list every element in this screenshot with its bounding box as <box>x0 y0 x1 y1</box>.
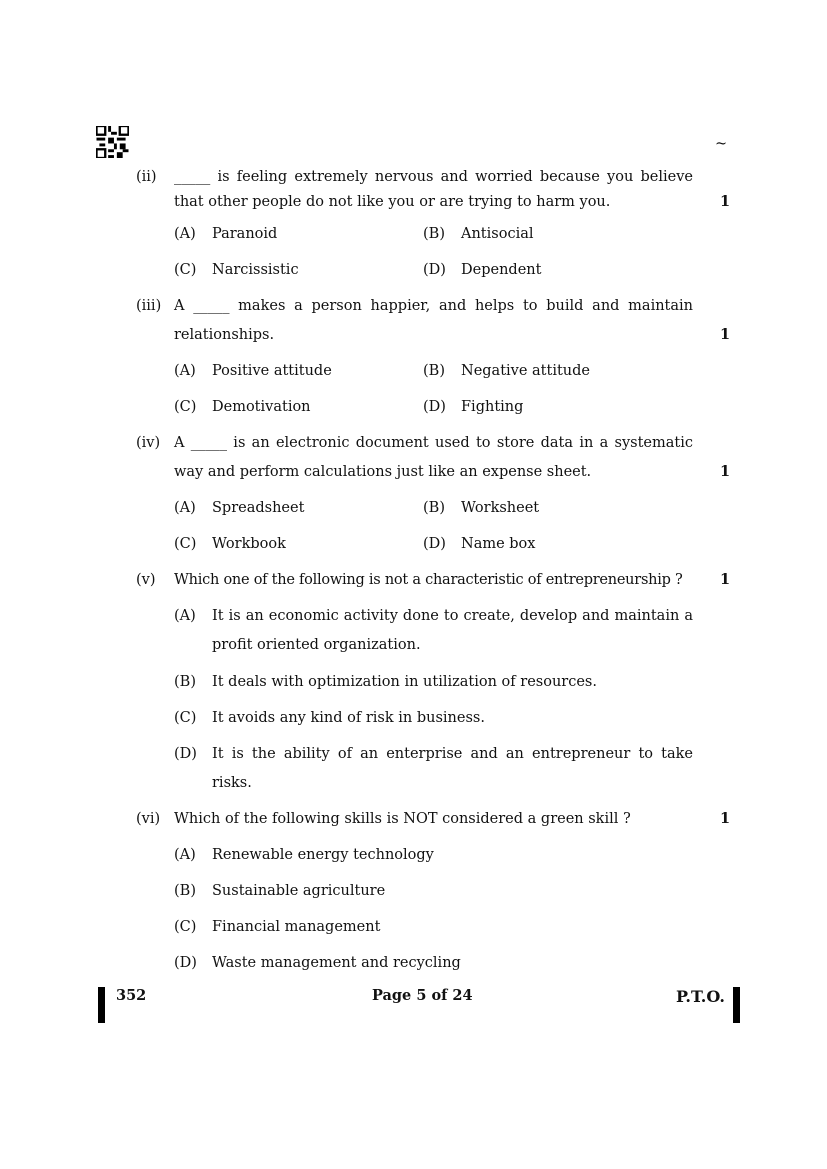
question-marks: 1 <box>720 810 731 827</box>
option-text: Dependent <box>461 262 542 278</box>
question-number: (iv) <box>136 435 161 451</box>
option-label: (A) <box>174 847 196 863</box>
option-label: (D) <box>174 746 197 762</box>
question-marks: 1 <box>720 326 731 343</box>
option-text: It avoids any kind of risk in business. <box>212 710 485 726</box>
header-mark: ~ <box>715 136 728 152</box>
question-number: (iii) <box>136 298 162 314</box>
option-label: (C) <box>174 536 197 552</box>
option-label: (D) <box>423 262 446 278</box>
question-text: A _____ makes a person happier, and helps to build and maintain <box>174 298 693 314</box>
option-text: Renewable energy technology <box>212 847 434 863</box>
option-label: (D) <box>174 955 197 971</box>
option-label: (B) <box>174 674 196 690</box>
option-text: It is an economic activity done to create, develop and maintain a <box>212 608 693 624</box>
page-number: Page 5 of 24 <box>372 987 473 1004</box>
option-label: (B) <box>423 500 445 516</box>
question-text: _____ is feeling extremely nervous and worried because you believe <box>174 169 693 185</box>
question-text: Which of the following skills is NOT considered a green skill ? <box>174 811 631 827</box>
option-label: (B) <box>174 883 196 899</box>
option-label: (C) <box>174 919 197 935</box>
question-text: relationships. <box>174 327 275 343</box>
option-text: risks. <box>212 775 252 791</box>
question-marks: 1 <box>720 193 731 210</box>
option-text: It deals with optimization in utilization of resources. <box>212 674 597 690</box>
footer-right-bar <box>733 987 740 1023</box>
option-text: profit oriented organization. <box>212 637 421 653</box>
option-text: Narcissistic <box>212 262 299 278</box>
paper-code: 352 <box>116 987 147 1004</box>
option-label: (A) <box>174 500 196 516</box>
qr-code-icon <box>96 126 129 158</box>
option-label: (A) <box>174 363 196 379</box>
option-text: Financial management <box>212 919 381 935</box>
option-label: (C) <box>174 262 197 278</box>
option-text: Waste management and recycling <box>212 955 461 971</box>
option-text: Sustainable agriculture <box>212 883 386 899</box>
option-label: (C) <box>174 710 197 726</box>
option-text: Demotivation <box>212 399 311 415</box>
option-label: (D) <box>423 536 446 552</box>
option-label: (D) <box>423 399 446 415</box>
question-number: (ii) <box>136 169 157 185</box>
option-text: Name box <box>461 536 536 552</box>
question-marks: 1 <box>720 571 731 588</box>
option-text: Worksheet <box>461 500 540 516</box>
option-text: Paranoid <box>212 226 278 242</box>
option-text: Spreadsheet <box>212 500 305 516</box>
option-label: (C) <box>174 399 197 415</box>
option-text: Workbook <box>212 536 286 552</box>
option-text: It is the ability of an enterprise and an entrepreneur to take <box>212 746 693 762</box>
question-number: (v) <box>136 572 156 588</box>
question-text: A _____ is an electronic document used to store data in a systematic <box>174 435 693 451</box>
question-number: (vi) <box>136 811 161 827</box>
option-text: Antisocial <box>461 226 534 242</box>
question-text: that other people do not like you or are trying to harm you. <box>174 194 611 210</box>
question-marks: 1 <box>720 463 731 480</box>
option-label: (A) <box>174 608 196 624</box>
option-text: Negative attitude <box>461 363 591 379</box>
option-label: (B) <box>423 226 445 242</box>
option-label: (B) <box>423 363 445 379</box>
footer-left-bar <box>98 987 105 1023</box>
option-text: Fighting <box>461 399 524 415</box>
option-text: Positive attitude <box>212 363 332 379</box>
question-text: Which one of the following is not a characteristic of entrepreneurship ? <box>174 572 683 588</box>
pto-label: P.T.O. <box>676 987 725 1006</box>
option-label: (A) <box>174 226 196 242</box>
question-text: way and perform calculations just like an expense sheet. <box>174 464 592 480</box>
